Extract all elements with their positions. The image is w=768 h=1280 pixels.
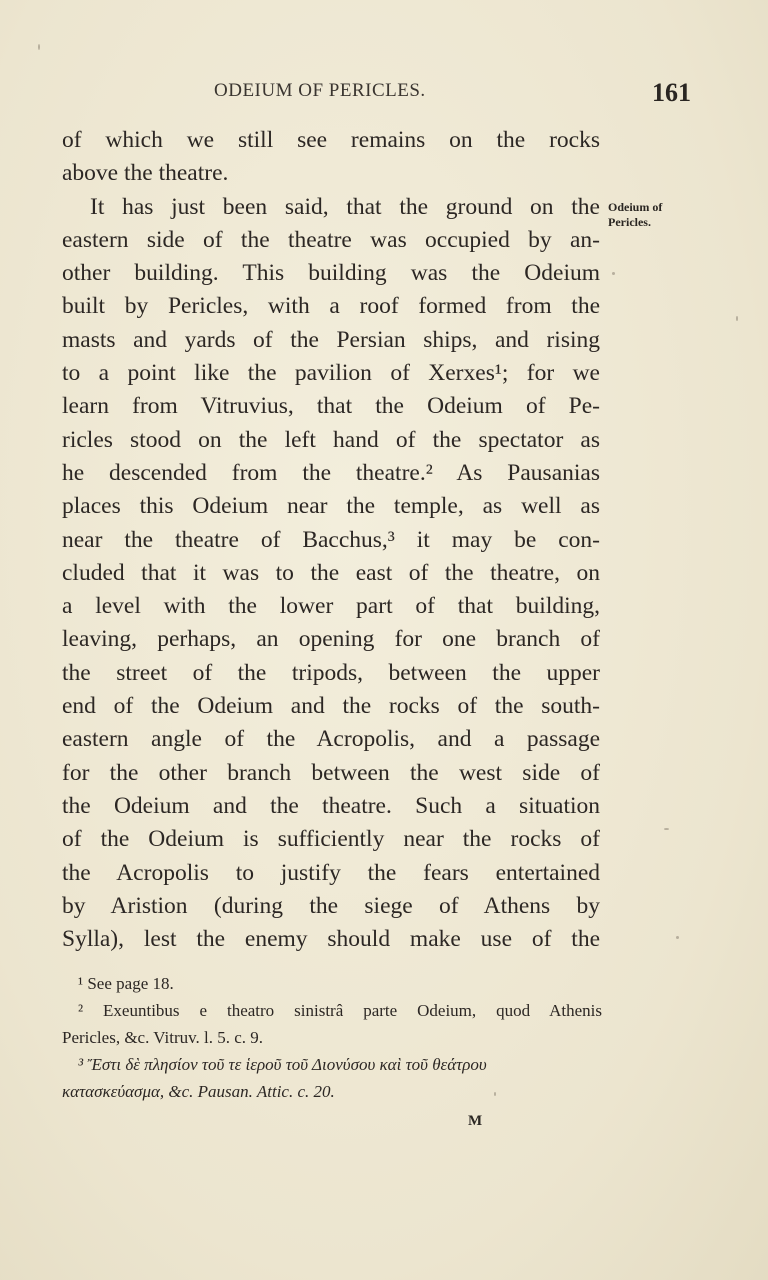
marginal-note — [608, 200, 688, 230]
page-number: 161 — [652, 78, 691, 107]
text-line: It has just been said, that the ground on the — [90, 193, 600, 220]
marginal-note-line: Odeium of — [608, 200, 663, 214]
text-line: of the Odeium is sufficiently near the rocks of — [62, 826, 600, 853]
text-line: the Acropolis to justify the fears entertained — [62, 859, 600, 886]
paper-speck — [494, 1092, 496, 1096]
text-line: he descended from the theatre.² As Pausanias — [62, 459, 600, 486]
text-line: for the other branch between the west side of — [62, 759, 600, 786]
text-line: eastern angle of the Acropolis, and a passage — [62, 726, 600, 753]
text-line: a level with the lower part of that building, — [62, 593, 600, 620]
footnote-line: ¹ See page 18. — [78, 974, 174, 993]
text-line: the street of the tripods, between the upper — [62, 659, 600, 686]
text-line: ricles stood on the left hand of the spectator as — [62, 426, 600, 453]
text-line: of which we still see remains on the rocks — [62, 127, 600, 153]
text-line: other building. This building was the Odeium — [62, 260, 600, 287]
page-header — [0, 78, 768, 118]
paper-speck — [676, 936, 679, 939]
text-line: near the theatre of Bacchus,³ it may be con- — [62, 526, 600, 553]
paper-speck — [38, 44, 40, 50]
text-line: above the theatre. — [62, 160, 229, 187]
paper-speck — [612, 272, 615, 275]
marginal-note-line: Pericles. — [608, 215, 651, 229]
footnote-line: κατασκεύασμα, &c. Pausan. Attic. c. 20. — [62, 1082, 335, 1101]
footnotes — [62, 970, 602, 1105]
footnote-line: ³ Ἔστι δὲ πλησίον τοῦ τε ἱεροῦ τοῦ Διονύσου καὶ τοῦ θεάτρου — [78, 1055, 487, 1074]
paper-speck — [736, 316, 738, 321]
text-line: cluded that it was to the east of the theatre, on — [62, 559, 600, 586]
signature-mark: M — [468, 1113, 483, 1129]
body-text — [62, 124, 600, 956]
text-line: Sylla), lest the enemy should make use of the — [62, 926, 600, 953]
text-line: eastern side of the theatre was occupied by an- — [62, 226, 600, 253]
text-line: end of the Odeium and the rocks of the south- — [62, 693, 600, 720]
text-line: learn from Vitruvius, that the Odeium of Pe- — [62, 393, 600, 420]
footnote-line: Pericles, &c. Vitruv. l. 5. c. 9. — [62, 1028, 264, 1047]
text-line: leaving, perhaps, an opening for one branch of — [62, 626, 600, 653]
text-line: to a point like the pavilion of Xerxes¹; for we — [62, 360, 600, 387]
text-line: masts and yards of the Persian ships, and rising — [62, 326, 600, 353]
running-head: ODEIUM OF PERICLES. — [214, 80, 426, 101]
text-line: the Odeium and the theatre. Such a situation — [62, 792, 600, 819]
text-line: built by Pericles, with a roof formed from the — [62, 293, 600, 320]
text-line: places this Odeium near the temple, as well as — [62, 493, 600, 520]
footnote-line: ² Exeuntibus e theatro sinistrâ parte Odeium, quod Athenis — [78, 1001, 602, 1020]
paper-speck — [664, 828, 669, 830]
text-line: by Aristion (during the siege of Athens by — [62, 892, 600, 919]
